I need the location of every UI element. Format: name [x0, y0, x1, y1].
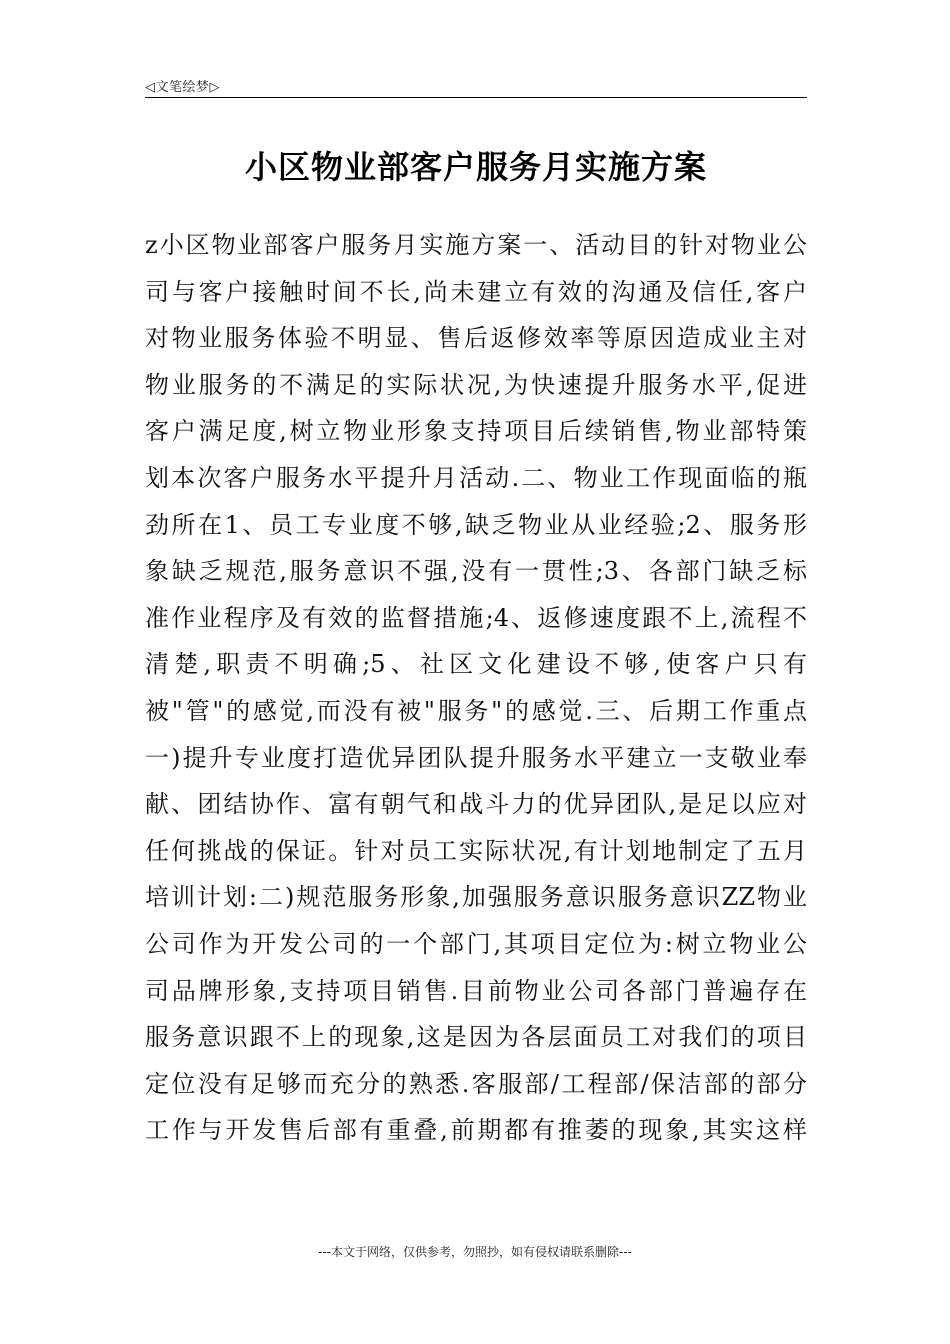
body-line: 物业服务的不满足的实际状况,为快速提升服务水平,促进 — [145, 370, 807, 399]
body-line: 任何挑战的保证。针对员工实际状况,有计划地制定了五月 — [145, 836, 807, 865]
header-label: ◁文笔绘梦▷ — [145, 80, 220, 95]
body-line: 劲所在1、员工专业度不够,缺乏物业从业经验;2、服务形 — [145, 510, 807, 539]
body-line: 划本次客户服务水平提升月活动.二、物业工作现面临的瓶 — [145, 463, 807, 492]
body-line: 公司作为开发公司的一个部门,其项目定位为:树立物业公 — [145, 929, 807, 958]
body-line: 司品牌形象,支持项目销售.目前物业公司各部门普遍存在 — [145, 976, 807, 1005]
body-line: 准作业程序及有效的监督措施;4、返修速度跟不上,流程不 — [145, 603, 807, 632]
body-line: 定位没有足够而充分的熟悉.客服部/工程部/保洁部的部分 — [145, 1069, 807, 1098]
document-title: 小区物业部客户服务月实施方案 — [244, 148, 707, 186]
body-line: 一)提升专业度打造优异团队提升服务水平建立一支敬业奉 — [145, 743, 807, 772]
body-line: 象缺乏规范,服务意识不强,没有一贯性;3、各部门缺乏标 — [145, 557, 807, 586]
document-body — [145, 222, 807, 1154]
body-line: z小区物业部客户服务月实施方案一、活动目的针对物业公 — [145, 231, 807, 259]
body-line: 工作与开发售后部有重叠,前期都有推萎的现象,其实这样 — [145, 1116, 807, 1145]
body-line: 培训计划:二)规范服务形象,加强服务意识服务意识ZZ物业 — [145, 883, 807, 912]
body-line: 清楚,职责不明确;5、社区文化建设不够,使客户只有 — [145, 650, 807, 679]
footer-disclaimer: ---本文于网络，仅供参考，勿照抄，如有侵权请联系删除--- — [318, 1245, 632, 1259]
body-line: 客户满足度,树立物业形象支持项目后续销售,物业部特策 — [145, 417, 807, 446]
body-line: 服务意识跟不上的现象,这是因为各层面员工对我们的项目 — [145, 1023, 807, 1052]
body-line: 被"管"的感觉,而没有被"服务"的感觉.三、后期工作重点 — [145, 696, 807, 725]
body-line: 对物业服务体验不明显、售后返修效率等原因造成业主对 — [145, 324, 807, 353]
header-divider — [145, 97, 807, 98]
body-line: 司与客户接触时间不长,尚未建立有效的沟通及信任,客户 — [145, 277, 807, 306]
body-line: 献、团结协作、富有朝气和战斗力的优异团队,是足以应对 — [145, 790, 807, 819]
